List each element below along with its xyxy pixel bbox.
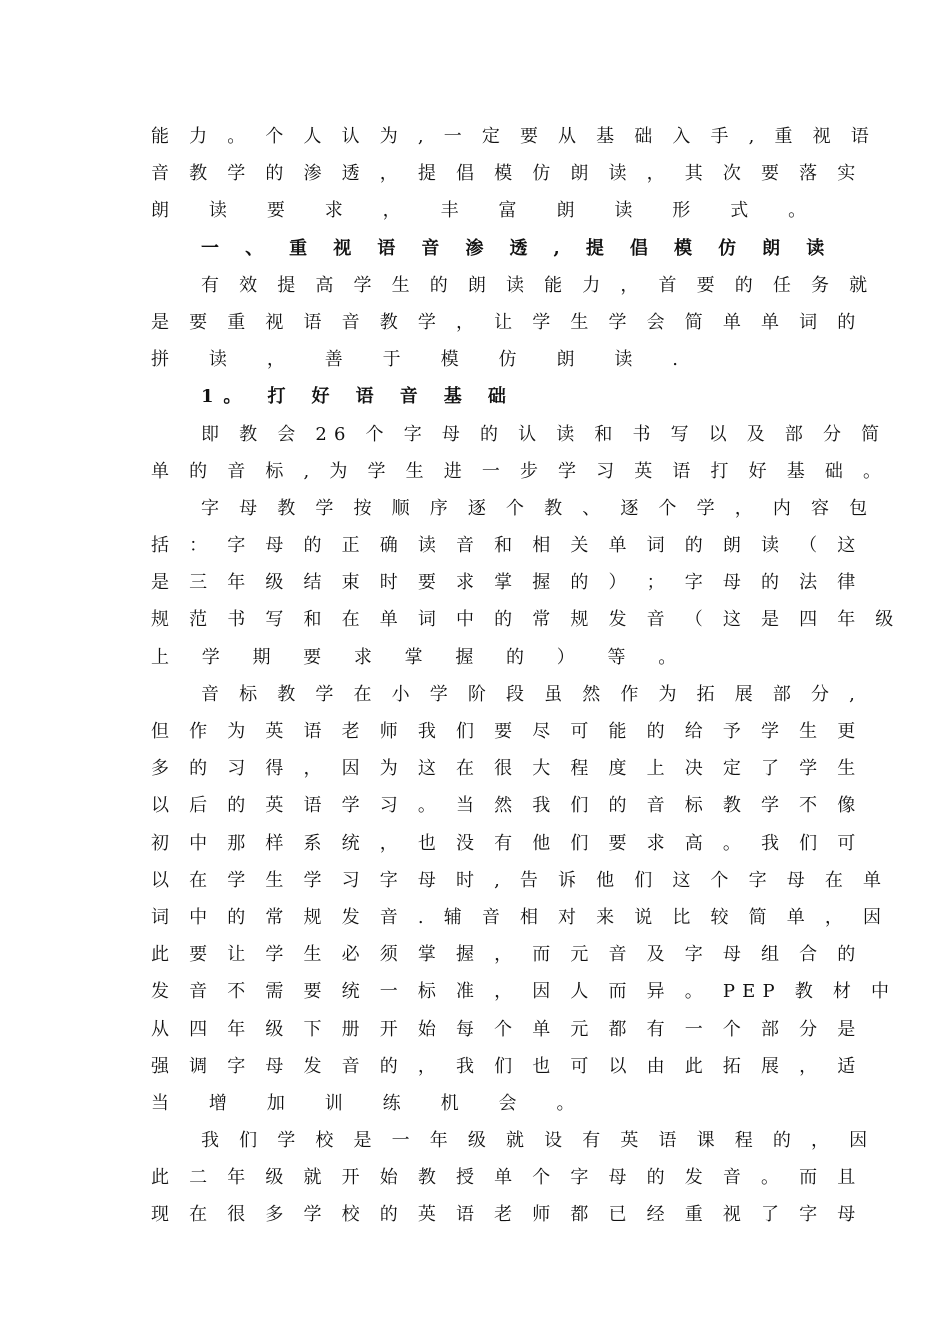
text-line: 是 要 重 视 语 音 教 学 ， 让 学 生 学 会 简 单 单 词 的 [151, 311, 863, 333]
text-line: 初 中 那 样 系 统 ， 也 没 有 他 们 要 求 高 。 我 们 可 [151, 832, 863, 854]
text-line: 以 后 的 英 语 学 习 。 当 然 我 们 的 音 标 教 学 不 像 [151, 795, 863, 817]
text-line: 拼 读 ， 善 于 模 仿 朗 读 . [151, 349, 696, 371]
text-line: 音 教 学 的 渗 透 ， 提 倡 模 仿 朗 读 ， 其 次 要 落 实 [151, 163, 863, 185]
text-line: 上 学 期 要 求 掌 握 的 ） 等 。 [151, 646, 690, 668]
text-line: 是 三 年 级 结 束 时 要 求 掌 握 的 ） ； 字 母 的 法 律 [151, 572, 863, 594]
document-body [151, 118, 901, 1234]
text-line: 单 的 音 标 , 为 学 生 进 一 步 学 习 英 语 打 好 基 础 。 [151, 460, 889, 482]
text-line: 词 中 的 常 规 发 音 . 辅 音 相 对 来 说 比 较 简 单 ， 因 [151, 906, 889, 928]
text-line: 字 母 教 学 按 顺 序 逐 个 教 、 逐 个 学 ， 内 容 包 [201, 497, 875, 519]
text-line: 从 四 年 级 下 册 开 始 每 个 单 元 都 有 一 个 部 分 是 [151, 1018, 863, 1040]
text-line: 以 在 学 生 学 习 字 母 时 , 告 诉 他 们 这 个 字 母 在 单 [151, 869, 889, 891]
text-line: 发 音 不 需 要 统 一 标 准 ， 因 人 而 异 。 PEP 教 材 中 [151, 981, 897, 1003]
text-line: 现 在 很 多 学 校 的 英 语 老 师 都 已 经 重 视 了 字 母 [151, 1204, 863, 1226]
subsection-heading: 1。 打 好 语 音 基 础 [201, 386, 516, 408]
text-line: 音 标 教 学 在 小 学 阶 段 虽 然 作 为 拓 展 部 分 , [201, 683, 862, 705]
text-line: 规 范 书 写 和 在 单 词 中 的 常 规 发 音 （ 这 是 四 年 级 [151, 609, 901, 631]
text-line: 当 增 加 训 练 机 会 。 [151, 1092, 592, 1114]
section-heading: 一 、 重 视 语 音 渗 透 , 提 倡 模 仿 朗 读 [201, 237, 835, 259]
text-line: 多 的 习 得 ， 因 为 这 在 很 大 程 度 上 决 定 了 学 生 [151, 758, 863, 780]
text-line: 括 ： 字 母 的 正 确 读 音 和 相 关 单 词 的 朗 读 （ 这 [151, 535, 863, 557]
text-line: 此 二 年 级 就 开 始 教 授 单 个 字 母 的 发 音 。 而 且 [151, 1167, 863, 1189]
text-line: 朗 读 要 求 ， 丰 富 朗 读 形 式 。 [151, 200, 824, 222]
text-line: 有 效 提 高 学 生 的 朗 读 能 力 ， 首 要 的 任 务 就 [201, 274, 875, 296]
text-line: 即 教 会 26 个 字 母 的 认 读 和 书 写 以 及 部 分 简 [201, 423, 887, 445]
text-line: 强 调 字 母 发 音 的 ， 我 们 也 可 以 由 此 拓 展 ， 适 [151, 1055, 863, 1077]
text-line: 我 们 学 校 是 一 年 级 就 设 有 英 语 课 程 的 ， 因 [201, 1130, 875, 1152]
text-line: 但 作 为 英 语 老 师 我 们 要 尽 可 能 的 给 予 学 生 更 [151, 721, 863, 742]
text-line: 此 要 让 学 生 必 须 掌 握 ， 而 元 音 及 字 母 组 合 的 [151, 944, 863, 966]
text-line: 能 力 。 个 人 认 为 , 一 定 要 从 基 础 入 手 , 重 视 语 [151, 126, 876, 147]
